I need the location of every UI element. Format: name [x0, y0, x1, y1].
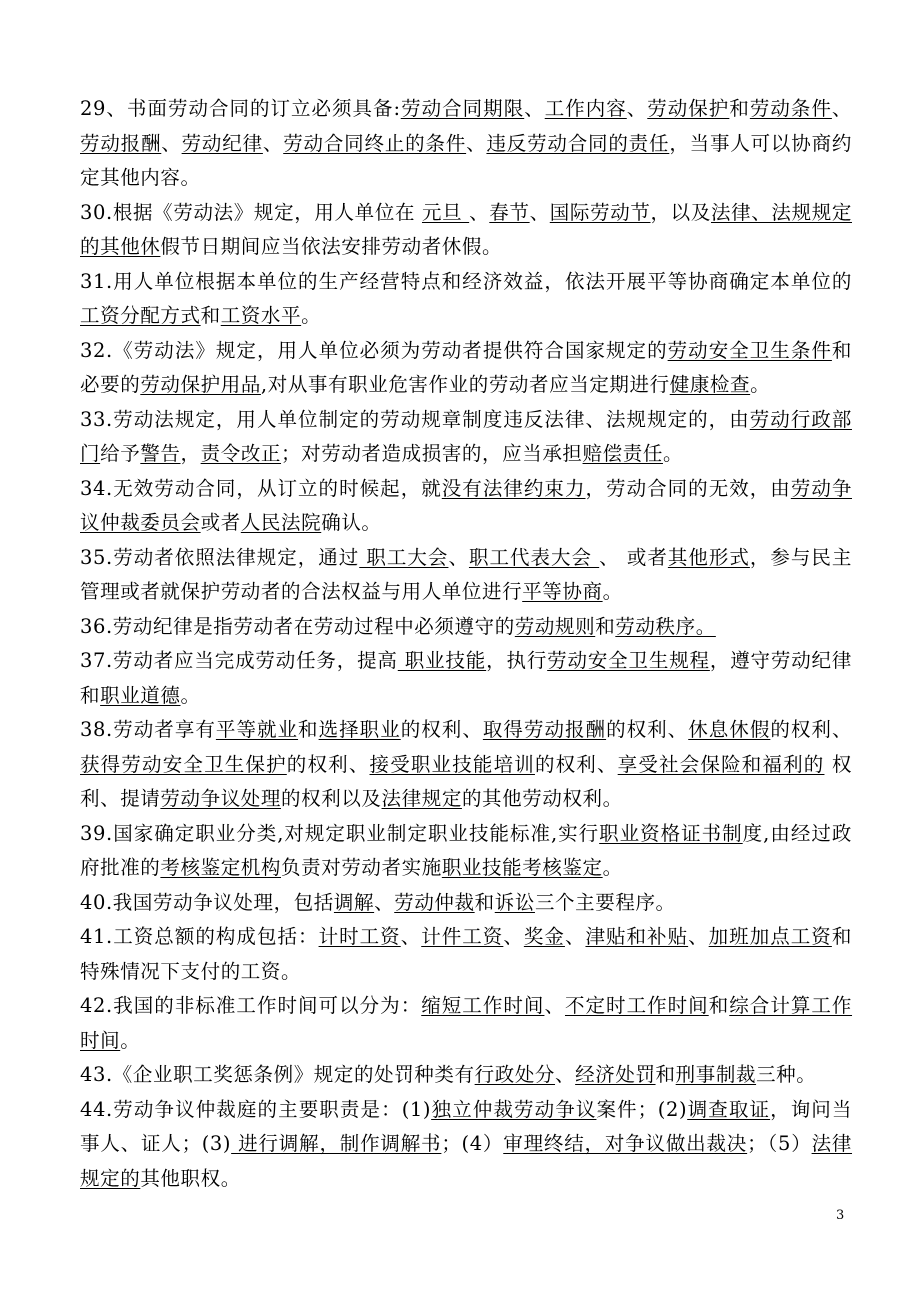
text-run: 38.劳动者享有	[80, 718, 216, 741]
underlined-answer: 计件工资	[421, 925, 504, 948]
underlined-answer: 劳动安全卫生规程	[547, 649, 710, 672]
text-run: 的权利以及	[281, 787, 382, 810]
paragraph-39	[80, 817, 852, 886]
underlined-answer: 独立仲裁劳动争议	[431, 1097, 597, 1121]
text-run: 、	[626, 97, 648, 120]
text-run: 30.根据《劳动法》规定，用人单位在	[80, 200, 422, 224]
underlined-answer: 平等协商	[522, 580, 603, 603]
underlined-answer: 津贴和补贴	[585, 925, 689, 948]
text-run: 的权利、	[770, 718, 853, 741]
underlined-answer: 职工代表大会	[468, 545, 600, 569]
text-run: 36.劳动纪律是指劳动者在劳动过程中必须遵守的	[80, 614, 515, 638]
paragraph-36	[80, 610, 852, 645]
underlined-answer: 调查取证	[687, 1097, 771, 1121]
text-run: 确认。	[321, 511, 382, 534]
underlined-answer: 缩短工作时间	[421, 994, 545, 1017]
underlined-answer: 人民法院	[240, 511, 322, 534]
text-run: 的权利、	[534, 752, 618, 776]
text-run: 、	[831, 97, 852, 120]
paragraph-31	[80, 265, 852, 334]
text-run: 的其他劳动权利。	[461, 787, 623, 810]
paragraph-44	[80, 1093, 852, 1197]
underlined-answer: 元旦	[421, 200, 470, 224]
underlined-answer: 劳动条件	[749, 97, 832, 120]
text-run: 、	[555, 1063, 576, 1086]
underlined-answer: 其他形式	[667, 545, 750, 569]
text-run: 的权利、	[400, 718, 483, 741]
underlined-answer: 劳动合同终止的条件	[283, 131, 467, 155]
underlined-answer: 赔偿责任	[582, 442, 663, 465]
text-run: ，以及	[650, 200, 711, 224]
text-run: 和	[474, 890, 495, 914]
text-run: 和	[298, 718, 319, 741]
text-run: 41.工资总额的构成包括：	[80, 925, 319, 948]
paragraph-41	[80, 920, 852, 989]
text-run: 负责对劳动者实施	[281, 856, 442, 879]
page-number: 3	[836, 1208, 845, 1223]
text-run: 43.《企业职工奖惩条例》规定的处罚种类有	[80, 1063, 475, 1086]
underlined-answer: 劳动仲裁	[394, 890, 475, 914]
underlined-answer: 劳动争议仲裁委员会	[80, 476, 852, 534]
underlined-answer: 调解	[333, 890, 375, 914]
underlined-answer: 劳动合同期限	[400, 97, 525, 120]
underlined-answer: 平等就业	[215, 718, 299, 741]
underlined-answer: 没有法律约束力	[441, 476, 586, 500]
underlined-answer: 劳动安全卫生条件	[667, 338, 832, 362]
text-run: 、	[529, 200, 550, 224]
underlined-answer: 休息休假	[688, 718, 771, 741]
underlined-answer: 加班加点工资	[708, 925, 832, 948]
underlined-answer: 享受社会保险和福利的	[617, 752, 825, 776]
underlined-answer: 职业资格证书制	[599, 821, 743, 845]
text-run: 案件；(2)	[596, 1097, 688, 1121]
text-run: 、	[503, 925, 524, 948]
underlined-answer: 选择职业	[318, 718, 401, 741]
text-run: 、	[469, 200, 490, 224]
underlined-answer: 计时工资	[318, 925, 401, 948]
text-run: 33.劳动法规定，用人单位制定的劳动规章制度违反法律、法规规定的，由	[80, 407, 750, 431]
underlined-answer: 职业技能考核鉴定	[441, 856, 603, 879]
underlined-answer: 刑事制裁	[675, 1063, 757, 1086]
text-run: 、	[374, 890, 395, 914]
underlined-answer: 诉讼	[494, 890, 535, 914]
text-run: ，执行	[486, 649, 548, 672]
text-run: 和	[729, 97, 750, 120]
text-run: 的权利、	[286, 752, 370, 776]
paragraph-43	[80, 1058, 852, 1093]
document-body	[80, 92, 852, 1196]
underlined-answer: 工资分配方式	[80, 304, 201, 327]
text-run: 29、书面劳动合同的订立必须具备:	[80, 97, 401, 120]
paragraph-33	[80, 403, 852, 472]
text-run: 假节日期间应当依法安排劳动者休假。	[160, 235, 503, 258]
text-run: 。	[602, 856, 623, 879]
underlined-answer: 春节	[489, 200, 530, 224]
underlined-answer: 奖金	[523, 925, 565, 948]
underlined-answer: 法律、法规规定的其他休	[80, 200, 852, 258]
text-run: 44.劳动争议仲裁庭的主要职责是：(1)	[80, 1097, 432, 1121]
text-run: 给予	[100, 442, 141, 465]
text-run: 。	[662, 442, 684, 465]
text-run: 权利、提请	[80, 752, 852, 810]
text-run: 、	[161, 131, 182, 155]
underlined-answer: 责令改正	[200, 442, 282, 465]
underlined-answer: 违反劳动合同的责任	[486, 131, 670, 155]
paragraph-38	[80, 713, 852, 817]
text-run: ；对劳动者造成损害的，应当承担	[281, 442, 583, 465]
text-run: 度,由经过政府批准的	[80, 821, 852, 879]
text-run: 、	[544, 994, 565, 1017]
text-run: 40.我国劳动争议处理，包括	[80, 890, 334, 914]
text-run: ，劳动合同的无效，由	[585, 476, 791, 500]
underlined-answer: 法律规定	[381, 787, 462, 810]
underlined-answer: 综合计算工作时间	[80, 994, 853, 1052]
underlined-answer: 警告	[140, 442, 181, 465]
text-run: ，遵守劳动纪律和	[80, 649, 852, 707]
paragraph-30	[80, 196, 852, 265]
underlined-answer: 劳动保护用品	[140, 373, 261, 396]
underlined-answer: 行政处分	[474, 1063, 556, 1086]
text-run: ,对从事有职业危害作业的劳动者应当定期进行	[260, 373, 670, 396]
underlined-answer: 劳动争议处理	[160, 787, 282, 810]
text-run: ；(4）	[441, 1132, 504, 1155]
underlined-answer: 职工大会	[359, 545, 449, 569]
underlined-answer: 职业道德	[100, 683, 181, 707]
text-run: ；（5）	[747, 1132, 812, 1155]
underlined-answer: 劳动规则	[514, 614, 596, 638]
underlined-answer: 取得劳动报酬	[482, 718, 607, 741]
text-run: 和特殊情况下支付的工资。	[80, 925, 852, 983]
underlined-answer: 劳动纪律	[181, 131, 263, 155]
text-run: 32.《劳动法》规定，用人单位必须为劳动者提供符合国家规定的	[80, 338, 668, 362]
text-run: 、	[466, 131, 487, 155]
text-run: 的权利、	[606, 718, 689, 741]
underlined-answer: 法律规定的	[80, 1132, 853, 1190]
text-run: 。	[120, 1028, 141, 1052]
underlined-answer: 国际劳动节	[549, 200, 651, 224]
text-run: ，	[180, 442, 201, 465]
underlined-answer: 劳动行政部门	[80, 407, 852, 465]
text-run: 三个主要程序。	[534, 890, 676, 914]
text-run: 、	[564, 925, 586, 948]
text-run: ，询问当事人、证人；(3)	[80, 1097, 852, 1155]
underlined-answer: 经济处罚	[575, 1063, 656, 1086]
paragraph-40	[80, 886, 852, 921]
underlined-answer: 职业技能	[397, 649, 487, 672]
underlined-answer: 审理终结，对争议做出裁决	[503, 1132, 748, 1155]
text-run: 。	[301, 304, 322, 327]
text-run: 、 或者	[599, 545, 668, 569]
paragraph-34	[80, 472, 852, 541]
paragraph-42	[80, 989, 852, 1058]
text-run: 31.用人单位根据本单位的生产经营特点和经济效益，依法开展平等协商确定本单位的	[80, 269, 852, 293]
text-run: 和	[200, 304, 221, 327]
text-run: 。	[602, 580, 623, 603]
text-run: 39.国家确定职业分类,对规定职业制定职业技能标准,实行	[80, 821, 600, 845]
text-run: 和必要的	[80, 338, 852, 396]
text-run: 和	[655, 1063, 676, 1086]
text-run: 、	[524, 97, 545, 120]
underlined-answer: 健康检查	[669, 373, 751, 396]
underlined-answer: 劳动秩序。	[615, 614, 716, 638]
text-run: 42.我国的非标准工作时间可以分为：	[80, 994, 422, 1017]
underlined-answer: 接受职业技能培训	[369, 752, 535, 776]
text-run: 35.劳动者依照法律规定，通过	[80, 545, 360, 569]
text-run: 和	[708, 994, 730, 1017]
text-run: 、	[688, 925, 709, 948]
text-run: 三种。	[756, 1063, 817, 1086]
paragraph-29	[80, 92, 852, 196]
text-run: 、	[448, 545, 469, 569]
text-run: ，当事人可以协商约定其他内容。	[80, 131, 852, 189]
text-run: 或者	[200, 511, 241, 534]
underlined-answer: 工作内容	[544, 97, 627, 120]
text-run: ，参与民主管理或者就保护劳动者的合法权益与用人单位进行	[80, 545, 852, 603]
underlined-answer: 进行调解，制作调解书	[231, 1132, 442, 1155]
text-run: 37.劳动者应当完成劳动任务，提高	[80, 649, 398, 672]
paragraph-37	[80, 644, 852, 713]
underlined-answer: 获得劳动安全卫生保护	[80, 752, 287, 776]
paragraph-32	[80, 334, 852, 403]
paragraph-35	[80, 541, 852, 610]
text-run: 。	[750, 373, 771, 396]
text-run: 、	[262, 131, 284, 155]
underlined-answer: 不定时工作时间	[564, 994, 709, 1017]
underlined-answer: 劳动报酬	[80, 131, 162, 155]
text-run: 其他职权。	[140, 1166, 241, 1190]
text-run: 和	[595, 614, 616, 638]
text-run: 、	[400, 925, 422, 948]
underlined-answer: 考核鉴定机构	[160, 856, 282, 879]
underlined-answer: 工资水平	[220, 304, 302, 327]
underlined-answer: 劳动保护	[647, 97, 730, 120]
text-run: 34.无效劳动合同，从订立的时候起，就	[80, 476, 442, 500]
text-run: 。	[180, 683, 201, 707]
